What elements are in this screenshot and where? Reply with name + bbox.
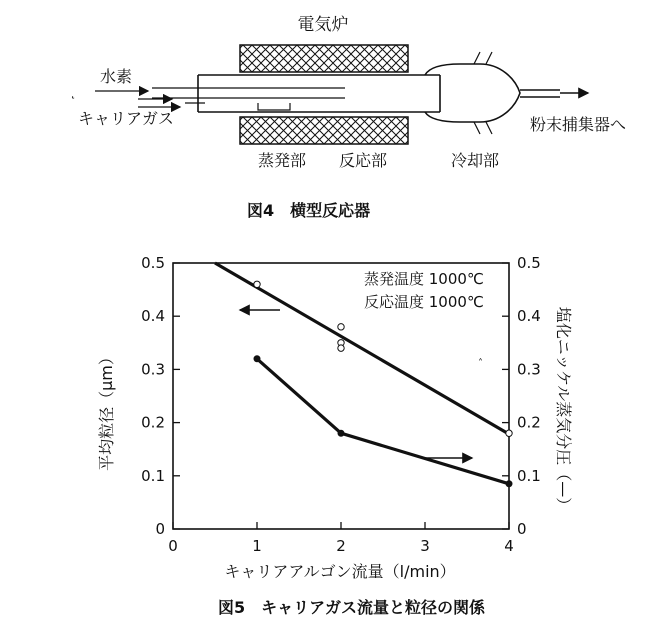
figure4-caption: 図4 横型反応器	[247, 201, 371, 220]
evaporation-boat	[258, 103, 290, 110]
chart	[97, 254, 573, 617]
y-tick-label-right: 0.3	[517, 360, 541, 379]
y-tick-label-left: 0.1	[141, 466, 165, 485]
y-tick-label-right: 0.4	[517, 307, 541, 326]
furnace-top	[240, 45, 408, 72]
x-tick-label: 4	[504, 537, 514, 555]
y-tick-label-left: 0.5	[141, 254, 165, 272]
data-point-left	[338, 345, 344, 351]
label-evaporation: 蒸発部	[258, 151, 307, 170]
data-point-left	[338, 324, 344, 330]
data-point-left	[254, 281, 260, 287]
reactor-tube	[198, 75, 440, 112]
y-tick-label-right: 0.1	[517, 466, 541, 485]
x-tick-label: 1	[252, 537, 262, 555]
data-point-right	[338, 430, 344, 436]
x-axis-title: キャリアアルゴン流量（l/min）	[224, 562, 456, 581]
speck: ˛	[70, 85, 76, 99]
label-reaction: 反応部	[339, 151, 388, 170]
label-hydrogen: 水素	[100, 67, 133, 86]
y-tick-label-left: 0.3	[141, 360, 165, 379]
series-line-right	[257, 359, 509, 484]
y-axis-left-title: 平均粒径（μm）	[97, 349, 116, 471]
y-tick-label-left: 0.2	[141, 413, 165, 432]
label-carrier-gas: キャリアガス	[78, 109, 174, 128]
x-tick-label: 2	[336, 537, 346, 555]
y-tick-label-left: 0.4	[141, 307, 165, 326]
label-cooling: 冷却部	[451, 151, 500, 170]
reactor-diagram	[70, 15, 626, 220]
y-axis-right-title: 塩化ニッケル蒸気分圧（—）	[554, 306, 573, 514]
x-tick-label: 0	[168, 537, 178, 555]
label-powder-collector: 粉末捕集器へ	[530, 115, 627, 134]
annotation-react-temp: 反応温度 1000℃	[364, 293, 484, 311]
annotation-evap-temp: 蒸発温度 1000℃	[364, 270, 484, 288]
speck-2: ˄	[478, 358, 483, 369]
figure5-caption: 図5 キャリアガス流量と粒径の関係	[218, 598, 485, 617]
series-line-left	[215, 263, 509, 434]
y-tick-label-right: 0.2	[517, 413, 541, 432]
y-tick-label-right: 0.5	[517, 254, 541, 272]
y-tick-label-left: 0	[155, 520, 165, 538]
data-point-right	[254, 356, 260, 362]
data-point-right	[506, 481, 512, 487]
data-point-left	[506, 430, 512, 436]
y-tick-label-right: 0	[517, 520, 527, 538]
furnace-bottom	[240, 117, 408, 144]
x-tick-label: 3	[420, 537, 430, 555]
label-furnace: 電気炉	[297, 15, 349, 35]
